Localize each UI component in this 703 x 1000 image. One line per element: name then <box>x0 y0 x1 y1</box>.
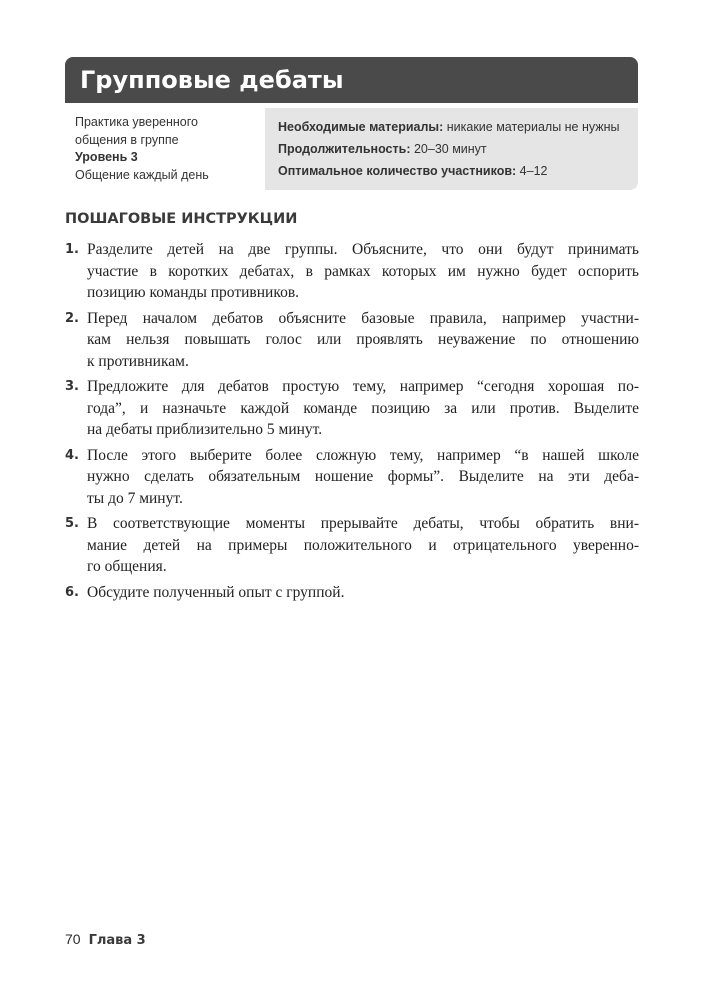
step-text-line: ты до 7 минут. <box>87 489 183 507</box>
instruction-step <box>65 376 639 441</box>
step-text-line: Обсудите полученный опыт с группой. <box>87 583 345 601</box>
step-number: 3. <box>65 379 79 394</box>
step-text-line: После этого выберите более сложную тему, например “в нашей школе <box>87 446 639 464</box>
step-text-line: участие в коротких дебатах, в рамках которых им нужно будет оспорить <box>87 262 639 280</box>
step-text-line: кам нельзя повышать голос или проявлять неуважение по отношению <box>87 331 639 348</box>
step-text-line: года”, и назначьте каждой команде позицию за или против. Выделите <box>87 399 639 417</box>
duration-value: 20–30 минут <box>413 142 487 156</box>
instruction-step <box>65 513 639 578</box>
participants-value: 4–12 <box>519 164 548 178</box>
step-text-line: на дебаты приблизительно 5 минут. <box>87 421 323 438</box>
instruction-step <box>65 308 639 373</box>
step-text-line: мание детей на примеры положительного и отрицательного уверенно- <box>87 536 639 554</box>
step-text-line: нужно сделать обязательным ношение формы”. Выделите на эти деба- <box>87 468 639 485</box>
step-text-line: к противникам. <box>87 352 189 370</box>
materials-value: никакие материалы не нужны <box>446 120 620 134</box>
page-footer <box>65 929 146 951</box>
category-line-1: Практика уверенного <box>75 115 198 129</box>
instruction-step <box>65 445 639 510</box>
materials-row <box>278 116 638 138</box>
step-text-line: Разделите детей на две группы. Объясните, что они будут принимать <box>87 241 639 258</box>
title-bar <box>65 57 638 103</box>
requirements-box <box>265 108 638 190</box>
step-text-line: позицию команды противников. <box>87 284 300 301</box>
instruction-step <box>65 582 639 604</box>
category-line-2: общения в группе <box>75 132 179 147</box>
step-number: 1. <box>65 242 79 257</box>
materials-label: Необходимые материалы: <box>278 120 444 134</box>
step-number: 6. <box>65 584 79 600</box>
step-text-line: Предложите для дебатов простую тему, например “сегодня хорошая по- <box>87 378 639 395</box>
step-text-line: Перед началом дебатов объясните базовые правила, например участни- <box>87 309 639 327</box>
instructions-heading: ПОШАГОВЫЕ ИНСТРУКЦИИ <box>65 211 298 227</box>
participants-label: Оптимальное количество участников: <box>278 164 517 178</box>
chapter-label: Глава 3 <box>88 933 146 948</box>
instructions-list <box>65 239 639 607</box>
duration-row <box>278 138 638 160</box>
step-number: 4. <box>65 447 79 463</box>
step-number: 5. <box>65 516 79 531</box>
activity-info <box>75 114 255 184</box>
frequency-label: Общение каждый день <box>75 167 209 182</box>
step-text-line: В соответствующие моменты прерывайте дебаты, чтобы обратить вни- <box>87 515 639 532</box>
participants-row <box>278 160 638 182</box>
page-title: Групповые дебаты <box>80 66 344 94</box>
step-text-line: го общения. <box>87 558 167 575</box>
duration-label: Продолжительность: <box>278 142 411 156</box>
level-label: Уровень 3 <box>75 150 138 164</box>
instruction-step <box>65 239 639 304</box>
page-number: 70 <box>65 931 81 947</box>
step-number: 2. <box>65 310 79 326</box>
